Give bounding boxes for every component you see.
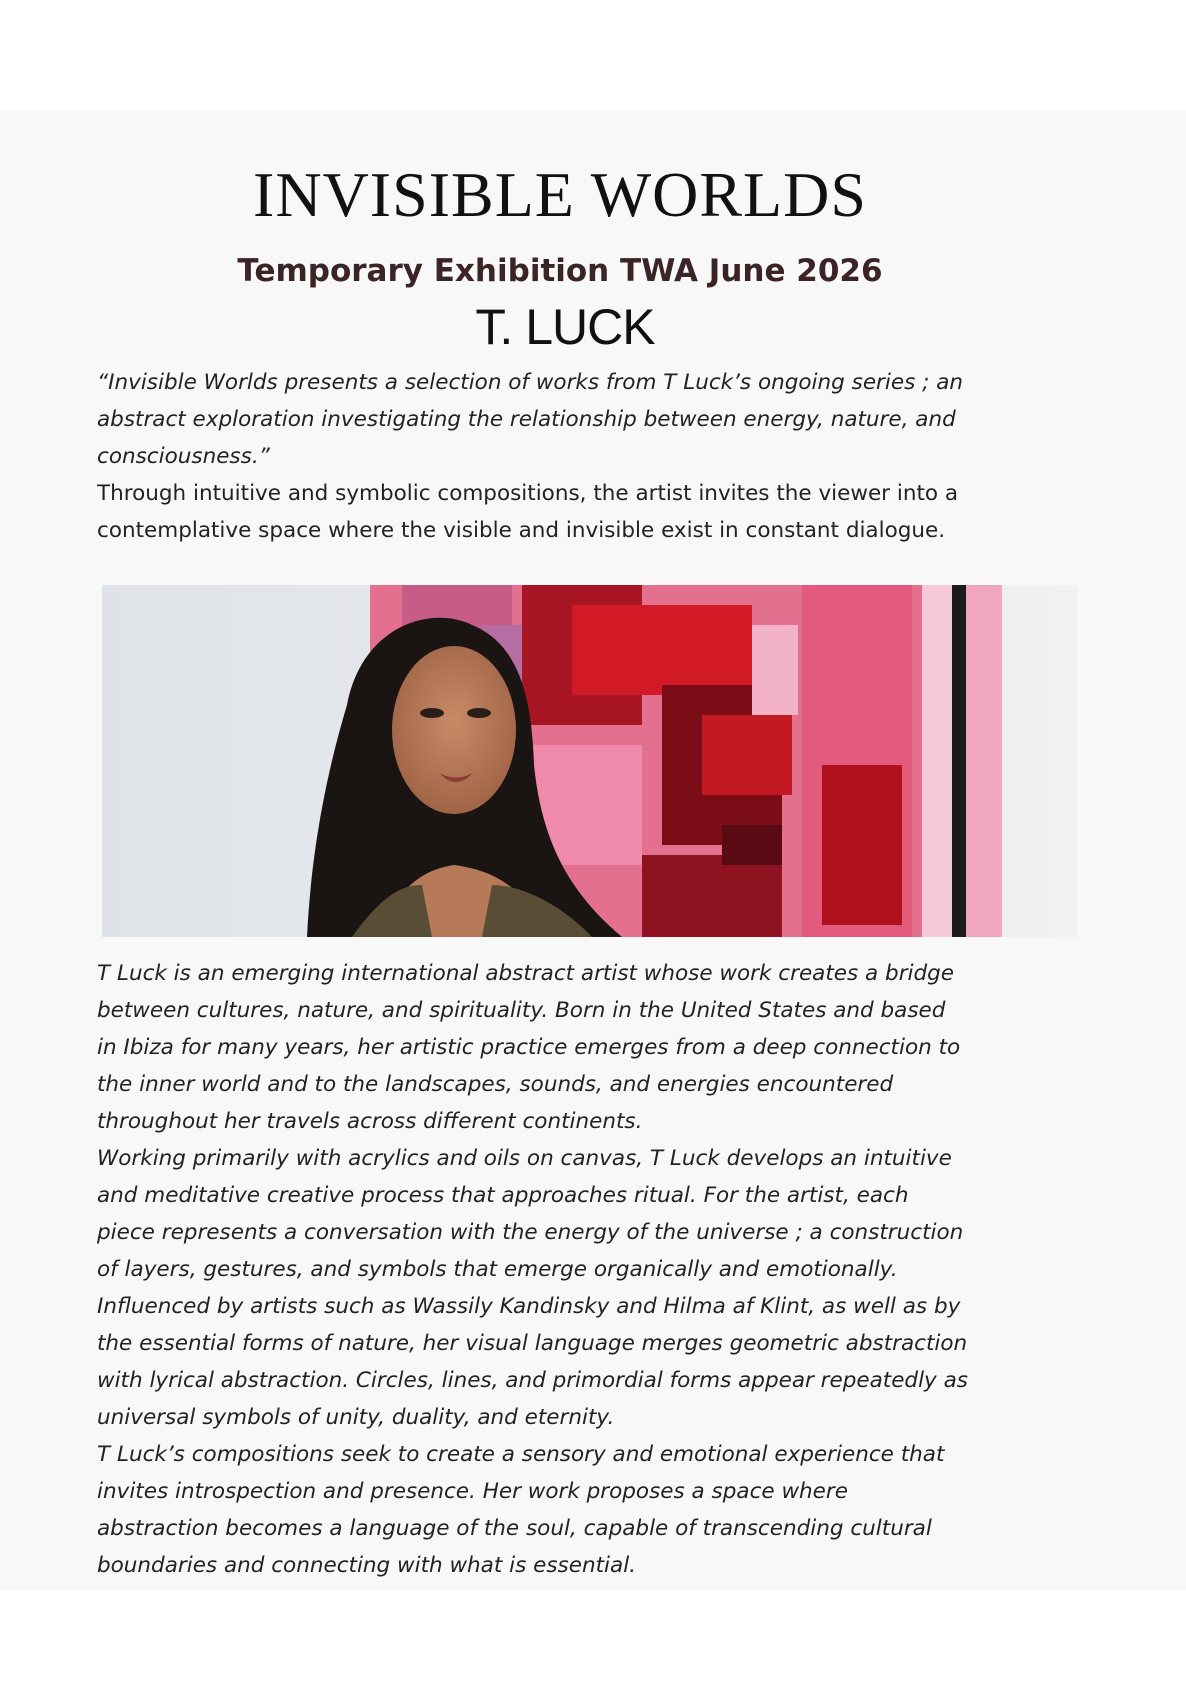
artist-photo — [102, 585, 1078, 937]
bio-line: piece represents a conversation with the energy of the universe ; a construction — [97, 1220, 964, 1245]
bio-line: in Ibiza for many years, her artistic practice emerges from a deep connection to — [97, 1035, 961, 1060]
intro-line: contemplative space where the visible and invisible exist in constant dialogue. — [97, 518, 946, 543]
bio-line: universal symbols of unity, duality, and eternity. — [97, 1405, 615, 1430]
bio-line: the inner world and to the landscapes, sounds, and energies encountered — [97, 1072, 894, 1097]
bio-line: throughout her travels across different continents. — [97, 1109, 643, 1134]
intro-line: “Invisible Worlds presents a selection of works from T Luck’s ongoing series ; an — [97, 370, 964, 395]
bio-line: of layers, gestures, and symbols that emerge organically and emotionally. — [97, 1257, 898, 1282]
intro-paragraph — [97, 364, 1097, 549]
intro-line: consciousness.” — [97, 444, 270, 469]
bio-line: between cultures, nature, and spirituality. Born in the United States and based — [97, 998, 946, 1023]
bio-line: T Luck is an emerging international abstract artist whose work creates a bridge — [97, 961, 955, 986]
bio-line: T Luck’s compositions seek to create a sensory and emotional experience that — [97, 1442, 945, 1467]
exhibition-title: INVISIBLE WORLDS — [253, 159, 867, 230]
artist-name: T. LUCK — [475, 299, 655, 355]
bio-line: the essential forms of nature, her visual language merges geometric abstraction — [97, 1331, 968, 1356]
bio-line: boundaries and connecting with what is essential. — [97, 1553, 637, 1578]
bio-line: Working primarily with acrylics and oils on canvas, T Luck develops an intuitive — [97, 1146, 952, 1171]
exhibition-page — [0, 110, 1186, 1590]
intro-line: abstract exploration investigating the relationship between energy, nature, and — [97, 407, 956, 432]
bio-line: and meditative creative process that approaches ritual. For the artist, each — [97, 1183, 909, 1208]
bio-line: with lyrical abstraction. Circles, lines, and primordial forms appear repeatedly as — [97, 1368, 968, 1393]
bio-line: abstraction becomes a language of the soul, capable of transcending cultural — [97, 1516, 932, 1541]
artist-portrait-icon — [102, 585, 1078, 937]
intro-line: Through intuitive and symbolic compositions, the artist invites the viewer into a — [97, 481, 959, 506]
bio-line: invites introspection and presence. Her work proposes a space where — [97, 1479, 848, 1504]
bio-paragraph — [97, 955, 1097, 1584]
exhibition-subtitle: Temporary Exhibition TWA June 2026 — [237, 253, 883, 289]
bio-line: Influenced by artists such as Wassily Kandinsky and Hilma af Klint, as well as by — [97, 1294, 961, 1319]
